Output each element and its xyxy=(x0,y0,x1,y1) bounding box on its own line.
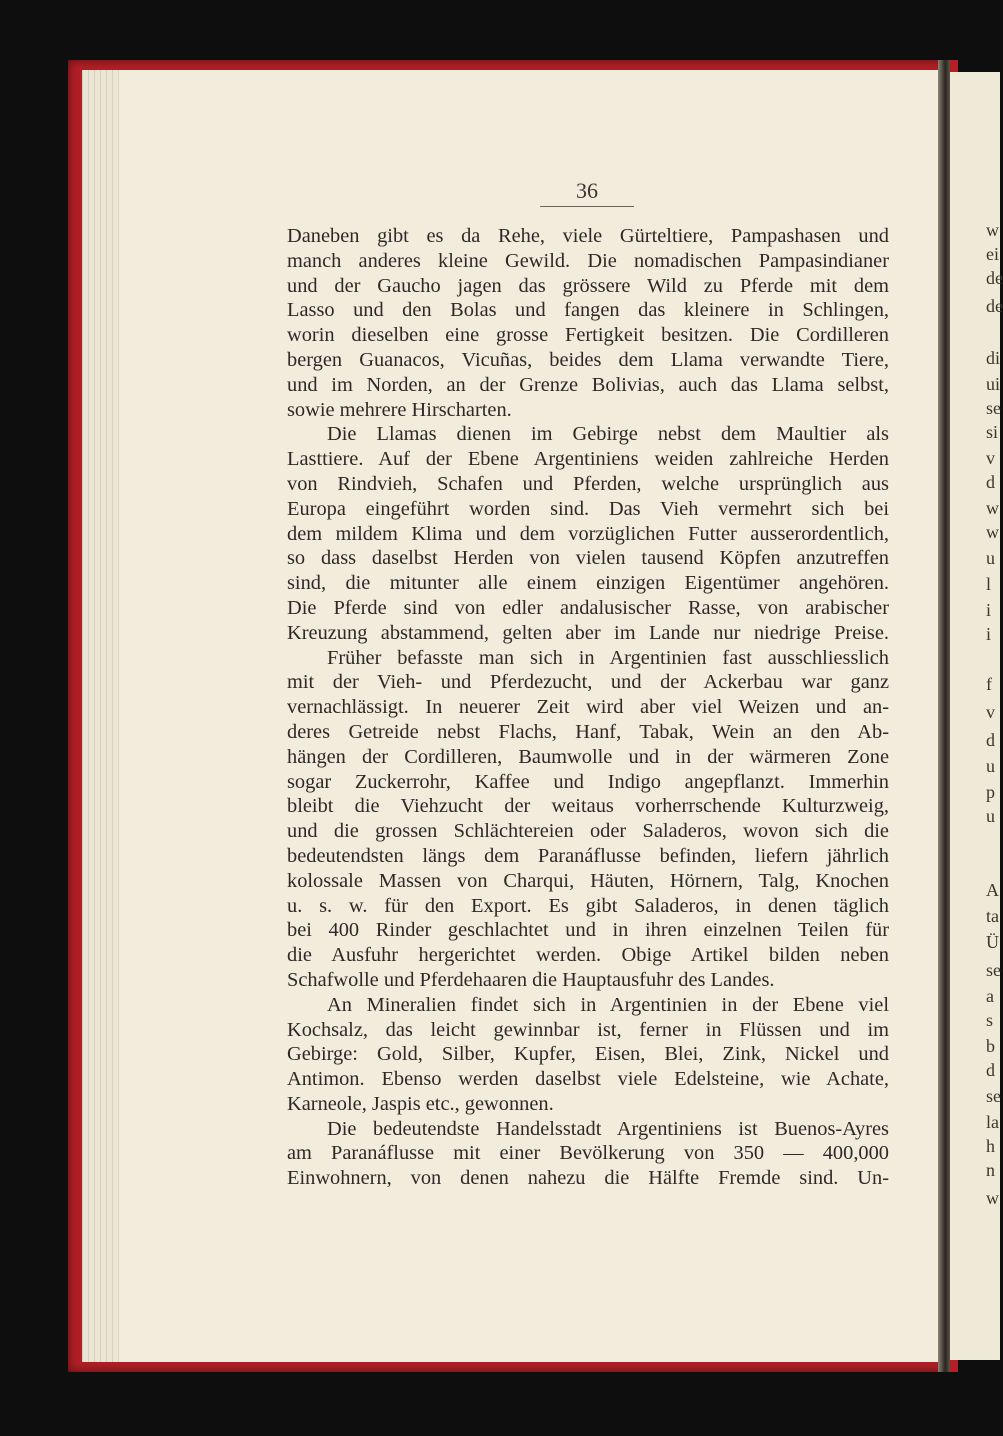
facing-page-fragment: de xyxy=(986,296,1003,316)
text-line: worin dieselben eine grosse Fertigkeit besitzen. Die Cordilleren xyxy=(287,324,889,347)
text-line: am Paranáflusse mit einer Bevölkerung von 350 — 400,000 xyxy=(287,1142,889,1165)
text-line: Die Pferde sind von edler andalusischer Rasse, von arabischer xyxy=(287,596,889,619)
text-line: sogar Zuckerrohr, Kaffee und Indigo angepflanzt. Immerhin xyxy=(287,770,889,793)
facing-page-fragment: w xyxy=(986,522,999,542)
facing-page-fragment: w xyxy=(986,220,999,240)
facing-page-fragment: w xyxy=(986,498,999,518)
facing-page-fragment: u xyxy=(986,548,995,568)
text-line: Früher befasste man sich in Argentinien fast ausschliesslich xyxy=(327,646,889,669)
facing-page-fragment: ei xyxy=(986,244,999,264)
text-line: Karneole, Jaspis etc., gewonnen. xyxy=(287,1092,554,1115)
facing-page-fragment: h xyxy=(986,1136,995,1156)
facing-page-fragment: di xyxy=(986,348,1001,368)
text-line: von Rindvieh, Schafen und Pferden, welche ursprünglich aus xyxy=(287,472,889,495)
text-line: Gebirge: Gold, Silber, Kupfer, Eisen, Blei, Zink, Nickel und xyxy=(287,1043,889,1066)
text-line: bedeutendsten längs dem Paranáflusse befinden, liefern jährlich xyxy=(287,844,889,867)
facing-page-fragment: n xyxy=(986,1160,995,1180)
text-line: Lasttiere. Auf der Ebene Argentiniens weiden zahlreiche Herden xyxy=(287,448,889,471)
text-line: Schafwolle und Pferdehaaren die Hauptausfuhr des Landes. xyxy=(287,968,775,991)
facing-page-fragment: l xyxy=(986,574,992,594)
facing-page-fragment: i xyxy=(986,600,992,620)
facing-page-fragment: se xyxy=(986,398,1001,418)
text-line: Antimon. Ebenso werden daselbst viele Edelsteine, wie Achate, xyxy=(287,1068,889,1091)
facing-page-fragment: u xyxy=(986,806,995,826)
facing-page-fragment: b xyxy=(986,1036,995,1056)
text-line: sind, die mitunter alle einem einzigen Eigentümer angehören. xyxy=(287,572,889,595)
facing-page-fragment: v xyxy=(986,448,995,468)
text-line: und die grossen Schlächtereien oder Saladeros, wovon sich die xyxy=(287,820,889,843)
text-line: Kreuzung abstammend, gelten aber im Lande nur niedrige Preise. xyxy=(287,621,889,644)
facing-page-fragment: de xyxy=(986,268,1003,288)
facing-page-fragment: s xyxy=(986,1010,994,1030)
text-line: Daneben gibt es da Rehe, viele Gürteltiere, Pampashasen und xyxy=(287,225,889,247)
facing-page-fragment: v xyxy=(986,702,995,722)
facing-page-fragment: ta xyxy=(986,906,999,926)
text-line: Einwohnern, von denen nahezu die Hälfte Fremde sind. Un- xyxy=(287,1167,889,1190)
text-line: Europa eingeführt worden sind. Das Vieh vermehrt sich bei xyxy=(287,497,889,520)
text-line: u. s. w. für den Export. Es gibt Saladeros, in denen täglich xyxy=(287,894,889,917)
facing-page-fragment: ui xyxy=(986,374,1001,394)
text-line: bergen Guanacos, Vicuñas, beides dem Llama verwandte Tiere, xyxy=(287,348,889,371)
facing-page-fragment: se xyxy=(986,1086,1001,1106)
text-line: die Ausfuhr hergerichtet werden. Obige Artikel bilden neben xyxy=(287,944,889,967)
text-line: hängen der Cordilleren, Baumwolle und in der wärmeren Zone xyxy=(287,745,889,768)
body-text xyxy=(287,224,889,1191)
facing-page-fragment: se xyxy=(986,960,1001,980)
facing-page-fragment: u xyxy=(986,756,995,776)
text-line: und im Norden, an der Grenze Bolivias, auch das Llama selbst, xyxy=(287,373,889,396)
facing-page xyxy=(950,72,1003,1360)
book-gutter xyxy=(938,60,950,1372)
text-line: dem mildem Klima und dem vorzüglichen Futter ausserordentlich, xyxy=(287,522,889,545)
text-line: so dass daselbst Herden von vielen tausend Köpfen anzutreffen xyxy=(287,547,889,570)
facing-page-fragment: A xyxy=(986,880,999,900)
text-line: manch anderes kleine Gewild. Die nomadischen Pampasindianer xyxy=(287,249,889,272)
text-line: Kochsalz, das leicht gewinnbar ist, ferner in Flüssen und im xyxy=(287,1018,889,1041)
text-line: bei 400 Rinder geschlachtet und in ihren einzelnen Teilen für xyxy=(287,919,889,942)
text-line: kolossale Massen von Charqui, Häuten, Hörnern, Talg, Knochen xyxy=(287,869,889,892)
facing-page-fragment: si xyxy=(986,422,999,442)
facing-page-fragment: la xyxy=(986,1112,999,1132)
facing-page-fragment: d xyxy=(986,730,995,750)
text-line: und der Gaucho jagen das grössere Wild zu Pferde mit dem xyxy=(287,274,889,297)
facing-page-fragment: i xyxy=(986,624,992,644)
text-line: Lasso und den Bolas und fangen das kleinere in Schlingen, xyxy=(287,299,889,322)
page-number: 36 xyxy=(540,178,634,207)
facing-page-fragment: a xyxy=(986,986,994,1006)
facing-page-fragment: d xyxy=(986,1060,995,1080)
text-line: vernachlässigt. In neuerer Zeit wird aber viel Weizen und an- xyxy=(287,696,889,719)
facing-page-fragment: Ü xyxy=(986,932,999,952)
text-line: mit der Vieh- und Pferdezucht, und der Ackerbau war ganz xyxy=(287,671,889,694)
text-line: bleibt die Viehzucht der weitaus vorherrschende Kulturzweig, xyxy=(287,795,889,818)
facing-page-fragment: p xyxy=(986,782,995,802)
facing-page-fragment: w xyxy=(986,1188,999,1208)
text-line: deres Getreide nebst Flachs, Hanf, Tabak, Wein an den Ab- xyxy=(287,720,889,743)
text-line: An Mineralien findet sich in Argentinien in der Ebene viel xyxy=(327,993,889,1016)
facing-page-fragment: d xyxy=(986,472,995,492)
text-line: Die Llamas dienen im Gebirge nebst dem Maultier als xyxy=(327,423,889,446)
text-line: Die bedeutendste Handelsstadt Argentiniens ist Buenos-Ayres xyxy=(327,1117,889,1140)
text-line: sowie mehrere Hirscharten. xyxy=(287,398,512,421)
facing-page-fragment: f xyxy=(986,674,992,694)
